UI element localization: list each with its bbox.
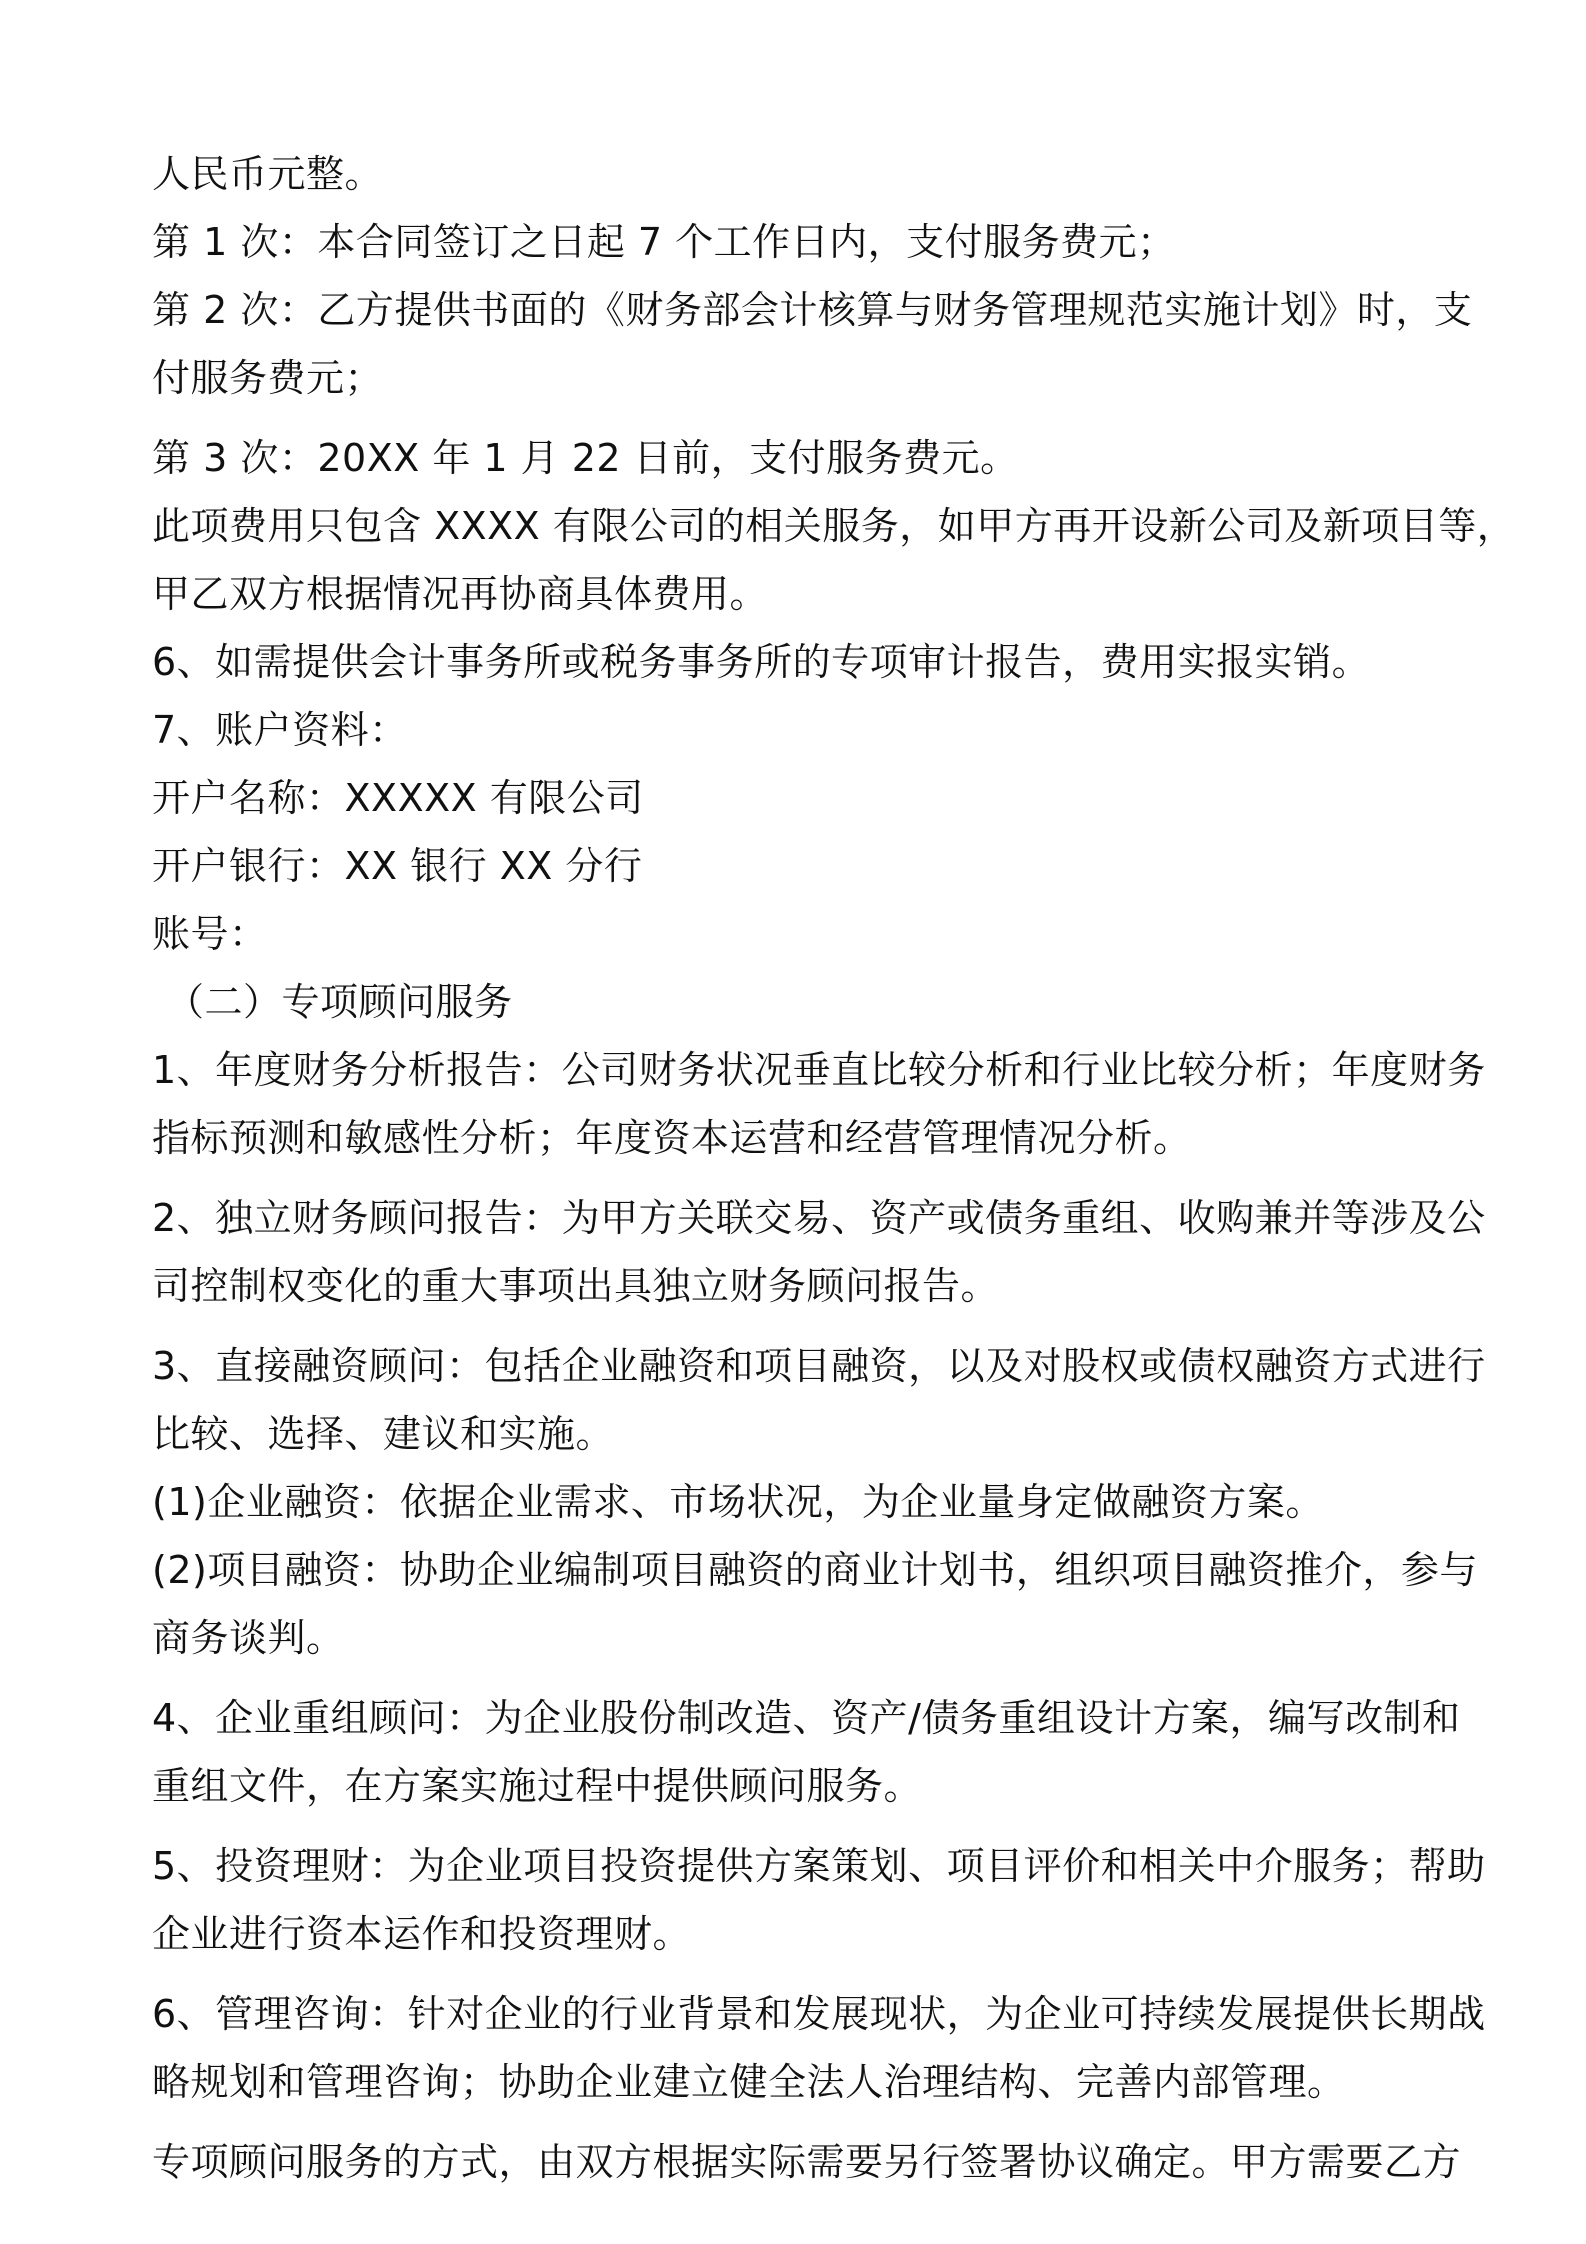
item-2-independent-advisory-continued: 司控制权变化的重大事项出具独立财务顾问报告。	[152, 1264, 1000, 1308]
item-3-2-project-financing: (2)项目融资：协助企业编制项目融资的商业计划书，组织项目融资推介，参与	[152, 1548, 1478, 1592]
item-2-independent-advisory: 2、独立财务顾问报告：为甲方关联交易、资产或债务重组、收购兼并等涉及公	[152, 1196, 1486, 1240]
section-heading-special-advisory: （二）专项顾问服务	[166, 980, 513, 1024]
item-3-financing-advisory-continued: 比较、选择、建议和实施。	[152, 1412, 615, 1456]
item-6-management-consulting-continued: 略规划和管理咨询；协助企业建立健全法人治理结构、完善内部管理。	[152, 2060, 1346, 2104]
clause-7-account-info: 7、账户资料：	[152, 708, 408, 752]
fee-scope-paragraph: 此项费用只包含 XXXX 有限公司的相关服务，如甲方再开设新公司及新项目等，	[152, 504, 1516, 548]
payment-installment-3: 第 3 次：20XX 年 1 月 22 日前，支付服务费元。	[152, 436, 1019, 480]
account-name: 开户名称：XXXXX 有限公司	[152, 776, 644, 820]
item-6-management-consulting: 6、管理咨询：针对企业的行业背景和发展现状，为企业可持续发展提供长期战	[152, 1992, 1486, 2036]
payment-installment-1: 第 1 次：本合同签订之日起 7 个工作日内，支付服务费元；	[152, 220, 1176, 264]
payment-installment-2-continued: 付服务费元；	[152, 356, 384, 400]
item-3-1-enterprise-financing: (1)企业融资：依据企业需求、市场状况，为企业量身定做融资方案。	[152, 1480, 1324, 1524]
account-number: 账号：	[152, 912, 268, 956]
fee-scope-paragraph-continued: 甲乙双方根据情况再协商具体费用。	[152, 572, 769, 616]
payment-installment-2: 第 2 次：乙方提供书面的《财务部会计核算与财务管理规范实施计划》时，支	[152, 288, 1473, 332]
item-5-investment-management: 5、投资理财：为企业项目投资提供方案策划、项目评价和相关中介服务；帮助	[152, 1844, 1486, 1888]
item-3-financing-advisory: 3、直接融资顾问：包括企业融资和项目融资，以及对股权或债权融资方式进行	[152, 1344, 1486, 1388]
payment-amount-line: 人民币元整。	[152, 152, 384, 196]
clause-6-audit-report: 6、如需提供会计事务所或税务事务所的专项审计报告，费用实报实销。	[152, 640, 1371, 684]
account-bank: 开户银行：XX 银行 XX 分行	[152, 844, 643, 888]
item-4-restructuring-advisory: 4、企业重组顾问：为企业股份制改造、资产/债务重组设计方案，编写改制和	[152, 1696, 1461, 1740]
document-body	[152, 148, 1516, 2188]
item-1-annual-analysis-continued: 指标预测和敏感性分析；年度资本运营和经营管理情况分析。	[152, 1116, 1192, 1160]
item-1-annual-analysis: 1、年度财务分析报告：公司财务状况垂直比较分析和行业比较分析；年度财务	[152, 1048, 1486, 1092]
item-3-2-project-financing-continued: 商务谈判。	[152, 1616, 345, 1660]
advisory-service-method-paragraph: 专项顾问服务的方式，由双方根据实际需要另行签署协议确定。甲方需要乙方	[152, 2140, 1462, 2184]
item-4-restructuring-advisory-continued: 重组文件，在方案实施过程中提供顾问服务。	[152, 1764, 923, 1808]
item-5-investment-management-continued: 企业进行资本运作和投资理财。	[152, 1912, 692, 1956]
